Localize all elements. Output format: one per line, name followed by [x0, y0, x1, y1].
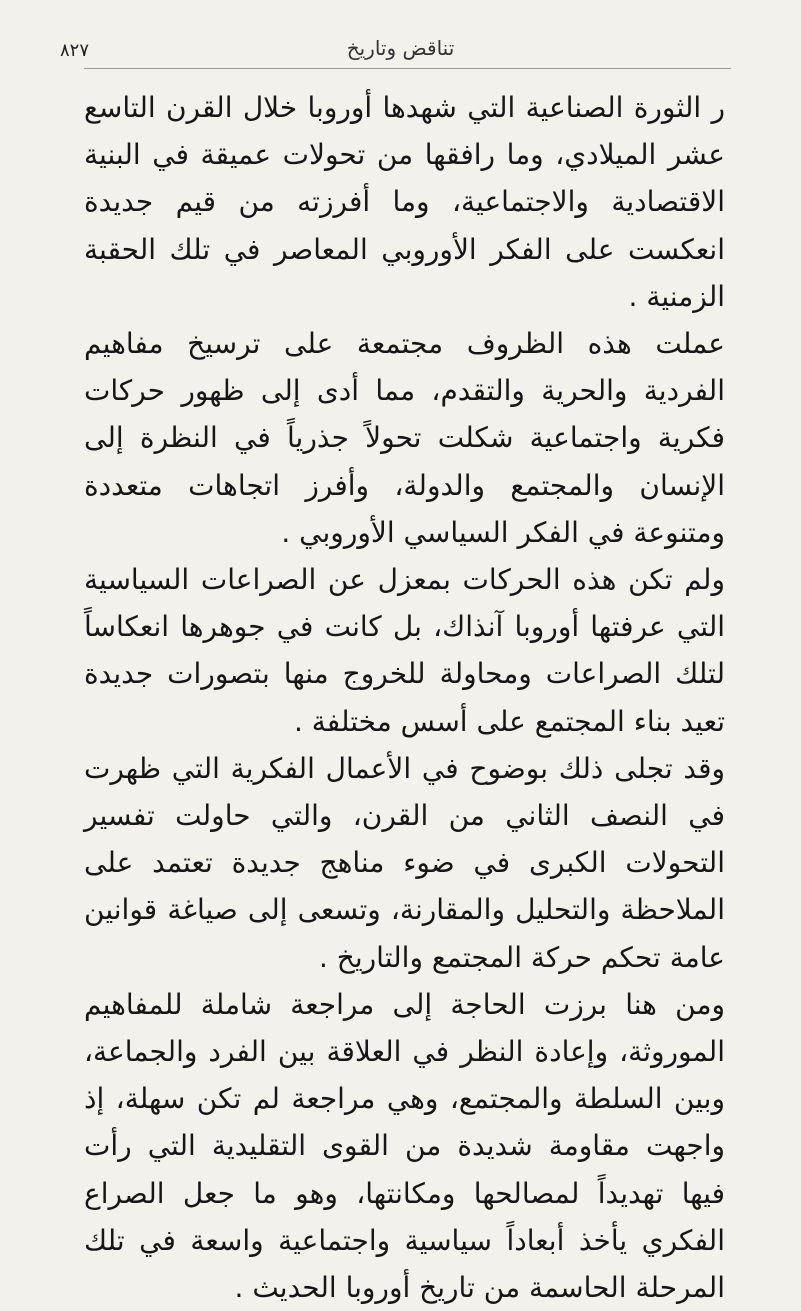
paragraph-1: ر الثورة الصناعية التي شهدها أوروبا خلال القرن التاسع عشر الميلادي، وما رافقها من تحولات عميقة في البنية الاقتصادية والاجتماعية، وما أفرزته من قيم جديدة انعكست على الفكر الأوروبي المعاصر في تلك الحقبة الزمنية .: [84, 91, 725, 313]
paragraph-4: وقد تجلى ذلك بوضوح في الأعمال الفكرية التي ظهرت في النصف الثاني من القرن، والتي حاولت تفسير التحولات الكبرى في ضوء مناهج جديدة تعتمد على الملاحظة والتحليل والمقارنة، وتسعى إلى صياغة قوانين عامة تحكم حركة المجتمع والتاريخ .: [84, 751, 725, 974]
paragraph-2: عملت هذه الظروف مجتمعة على ترسيخ مفاهيم الفردية والحرية والتقدم، مما أدى إلى ظهور حركات فكرية واجتماعية شكلت تحولاً جذرياً في النظرة إلى الإنسان والمجتمع والدولة، وأفرز اتجاهات متعددة ومتنوعة في الفكر السياسي الأوروبي .: [84, 327, 725, 549]
page-number: ٨٢٧: [60, 40, 90, 61]
header-rule: [84, 68, 731, 69]
running-head: تناقض وتاريخ: [346, 36, 455, 60]
page-header: [60, 36, 741, 76]
body-text: [84, 84, 725, 1311]
paragraph-3: ولم تكن هذه الحركات بمعزل عن الصراعات السياسية التي عرفتها أوروبا آنذاك، بل كانت في جوهرها انعكاساً لتلك الصراعات ومحاولة للخروج منها بتصورات جديدة تعيد بناء المجتمع على أسس مختلفة .: [84, 563, 725, 738]
paragraph-5: ومن هنا برزت الحاجة إلى مراجعة شاملة للمفاهيم الموروثة، وإعادة النظر في العلاقة بين الفرد والجماعة، وبين السلطة والمجتمع، وهي مراجعة لم تكن سهلة، إذ واجهت مقاومة شديدة من القوى التقليدية التي رأت فيها تهديداً لمصالحها ومكانتها، وهو ما جعل الصراع الفكري يأخذ أبعاداً سياسية واجتماعية واسعة في تلك المرحلة الحاسمة من تاريخ أوروبا الحديث .: [84, 987, 725, 1305]
